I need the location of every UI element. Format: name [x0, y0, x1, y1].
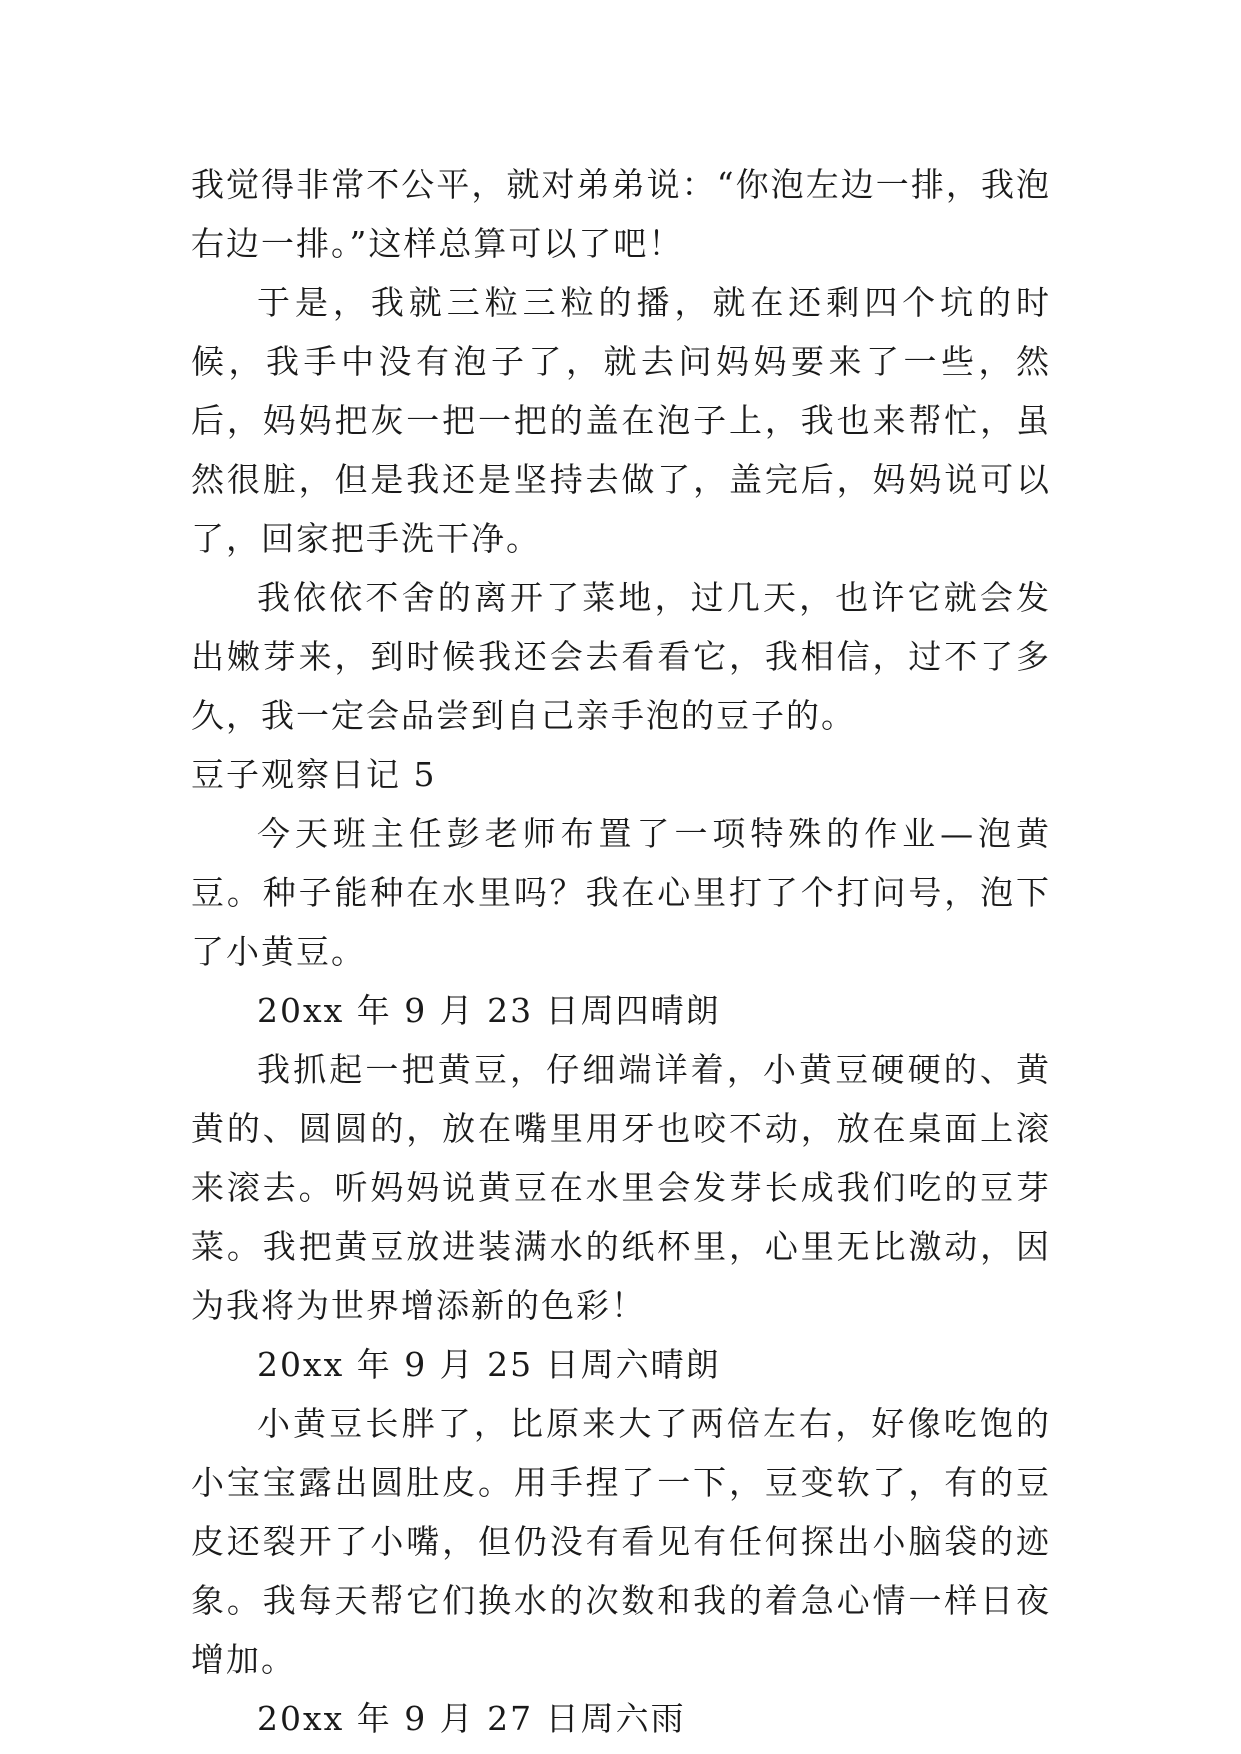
paragraph-2: 于是，我就三粒三粒的播，就在还剩四个坑的时候，我手中没有泡子了，就去问妈妈要来了一些，然后，妈妈把灰一把一把的盖在泡子上，我也来帮忙，虽然很脏，但是我还是坚持去做了，盖完后，妈妈说可以了，回家把手洗干净。: [191, 283, 1051, 558]
section-heading: 豆子观察日记 5: [191, 755, 437, 794]
paragraph-1: 我觉得非常不公平，就对弟弟说：“你泡左边一排，我泡右边一排。”这样总算可以了吧！: [191, 165, 1051, 263]
paragraph-5: 我抓起一把黄豆，仔细端详着，小黄豆硬硬的、黄黄的、圆圆的，放在嘴里用牙也咬不动，放在桌面上滚来滚去。听妈妈说黄豆在水里会发芽长成我们吃的豆芽菜。我把黄豆放进装满水的纸杯里，心里无比激动，因为我将为世界增添新的色彩！: [191, 1050, 1051, 1325]
date-line-2: 20xx 年 9 月 25 日周六晴朗: [257, 1345, 721, 1384]
date-line-3: 20xx 年 9 月 27 日周六雨: [257, 1699, 686, 1738]
paragraph-6: 小黄豆长胖了，比原来大了两倍左右，好像吃饱的小宝宝露出圆肚皮。用手捏了一下，豆变软了，有的豆皮还裂开了小嘴，但仍没有看见有任何探出小脑袋的迹象。我每天帮它们换水的次数和我的着急心情一样日夜增加。: [191, 1404, 1051, 1679]
date-line-1: 20xx 年 9 月 23 日周四晴朗: [257, 991, 721, 1030]
paragraph-3: 我依依不舍的离开了菜地，过几天，也许它就会发出嫩芽来，到时候我还会去看看它，我相信，过不了多久，我一定会品尝到自己亲手泡的豆子的。: [191, 578, 1051, 735]
document-body: [191, 155, 1051, 1748]
paragraph-4: 今天班主任彭老师布置了一项特殊的作业—泡黄豆。种子能种在水里吗？我在心里打了个打问号，泡下了小黄豆。: [191, 814, 1051, 971]
